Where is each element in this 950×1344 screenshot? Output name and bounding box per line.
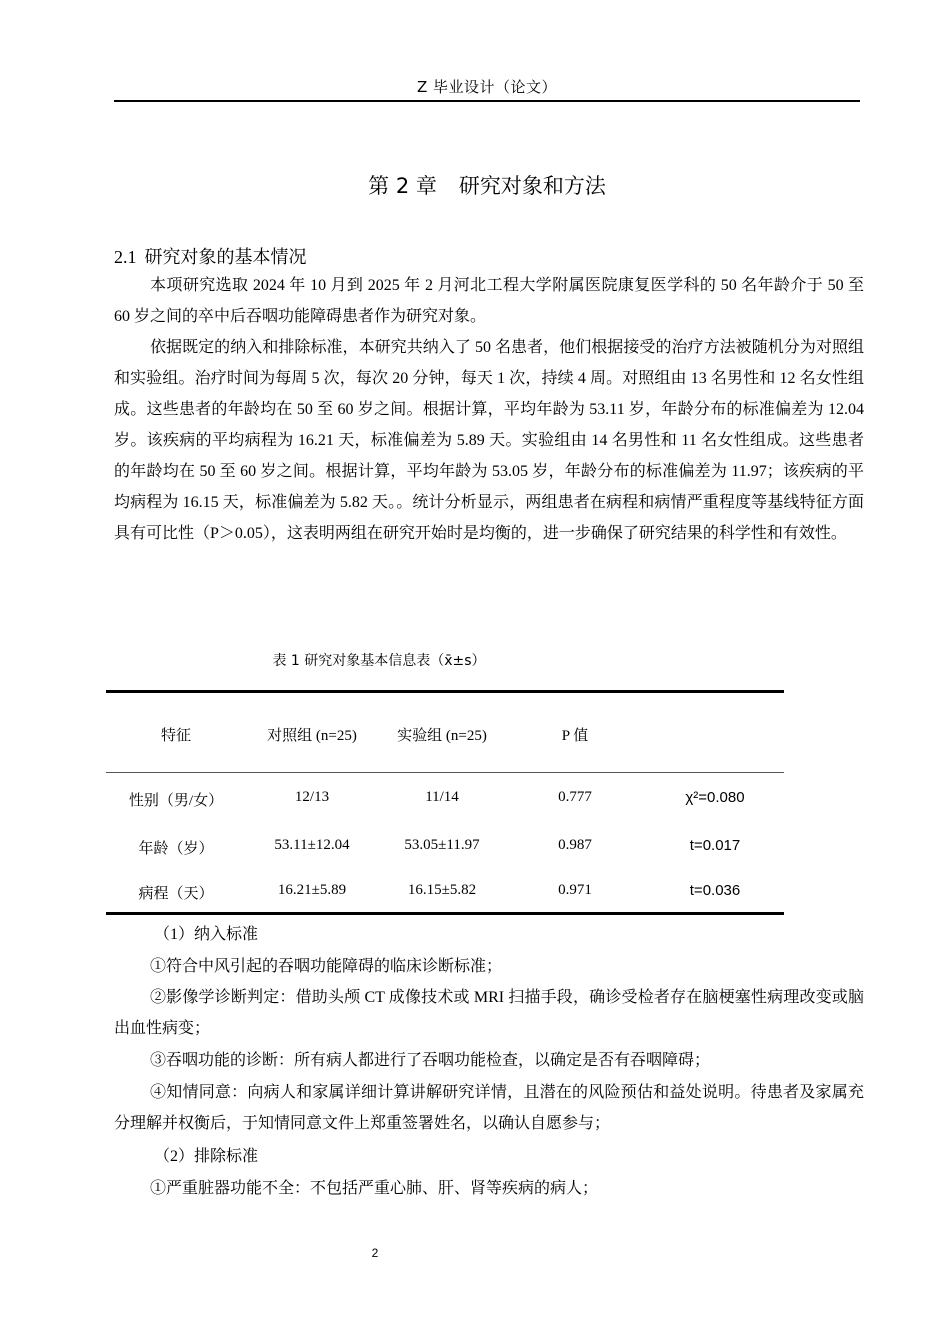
- table-cell-p-value: 0.987: [558, 837, 592, 853]
- table-cell-feature: 性别（男/女）: [128, 793, 224, 809]
- inclusion-heading: （1）纳入标准: [154, 926, 259, 943]
- section-number: 2.1: [114, 247, 137, 267]
- section-heading: [114, 243, 307, 269]
- paragraph-study-subjects: 本项研究选取 2024 年 10 月到 2025 年 2 月河北工程大学附属医院康复医学科的 50 名年龄介于 50 至 60 岁之间的卒中后吞咽功能障碍患者作为研究对象。: [114, 277, 864, 325]
- table-top-rule: [106, 690, 784, 693]
- chapter-title: [114, 170, 860, 200]
- running-header: Z 毕业设计（论文）: [416, 78, 558, 96]
- inclusion-item-4: ④知情同意：向病人和家属详细计算讲解研究详情，且潜在的风险预估和益处说明。待患者及家属充分理解并权衡后，于知情同意文件上郑重签署姓名，以确认自愿参与；: [114, 1084, 864, 1132]
- table-header-feature: 特征: [160, 728, 191, 744]
- table-cell-experimental: 53.05±11.97: [404, 837, 480, 853]
- table-header-experimental: 实验组 (n=25): [397, 728, 487, 744]
- table-header-control: 对照组 (n=25): [267, 728, 357, 744]
- exclusion-heading: （2）排除标准: [154, 1148, 259, 1165]
- section-name: 研究对象的基本情况: [144, 247, 307, 268]
- table-cell-control: 16.21±5.89: [277, 882, 347, 898]
- inclusion-item-1: ①符合中风引起的吞咽功能障碍的临床诊断标准；: [150, 958, 503, 975]
- page-number: 2: [371, 1246, 379, 1260]
- table-caption: 表 1 研究对象基本信息表（x̄±s）: [272, 653, 486, 669]
- table-bottom-rule: [106, 912, 784, 915]
- inclusion-item-3: ③吞咽功能的诊断：所有病人都进行了吞咽功能检查，以确定是否有吞咽障碍；: [150, 1052, 711, 1069]
- exclusion-item-1: ①严重脏器功能不全：不包括严重心肺、肝、肾等疾病的病人；: [150, 1180, 599, 1197]
- header-divider: [114, 100, 860, 102]
- table-cell-p-value: 0.777: [558, 789, 592, 805]
- table-header-rule: [106, 772, 784, 773]
- table-cell-statistic: t=0.036: [689, 882, 741, 899]
- table-cell-statistic: χ²=0.080: [685, 789, 745, 806]
- table-cell-feature: 病程（天）: [138, 886, 214, 902]
- table-cell-feature: 年龄（岁）: [138, 841, 214, 857]
- table-cell-control: 53.11±12.04: [274, 837, 350, 853]
- table-cell-experimental: 16.15±5.82: [407, 882, 477, 898]
- chapter-number: 第 2 章: [368, 174, 437, 198]
- table-header-p-value: P 值: [561, 728, 589, 744]
- table-cell-experimental: 11/14: [425, 789, 459, 805]
- table-cell-control: 12/13: [294, 789, 330, 805]
- paragraph-grouping: 依据既定的纳入和排除标准，本研究共纳入了 50 名患者，他们根据接受的治疗方法被随机分为对照组和实验组。治疗时间为每周 5 次，每次 20 分钟，每天 1 次，持续 4 周。对照组由 13 名男性和 12 名女性组成。这些患者的年龄均在 50 至 60 岁之间。根据计算，平均年龄为 53.11 岁，年龄分布的标准偏差为 12.04 岁。该疾病的平均病程为 16.21 天，标准偏差为 5.89 天。实验组由 14 名男性和 11 名女性组成。这些患者的年龄均在 50 至 60 岁之间。根据计算，平均年龄为 53.05 岁，年龄分布的标准偏差为 11.97；该疾病的平均病程为 16.15 天，标准偏差为 5.82 天。。统计分析显示，两组患者在病程和病情严重程度等基线特征方面具有可比性（P＞0.05），这表明两组在研究开始时是均衡的，进一步确保了研究结果的科学性和有效性。: [114, 339, 864, 542]
- chapter-name: 研究对象和方法: [458, 174, 606, 198]
- table-cell-p-value: 0.971: [558, 882, 592, 898]
- inclusion-item-2: ②影像学诊断判定：借助头颅 CT 成像技术或 MRI 扫描手段，确诊受检者存在脑梗塞性病理改变或脑出血性病变；: [114, 989, 864, 1037]
- table-cell-statistic: t=0.017: [689, 837, 741, 854]
